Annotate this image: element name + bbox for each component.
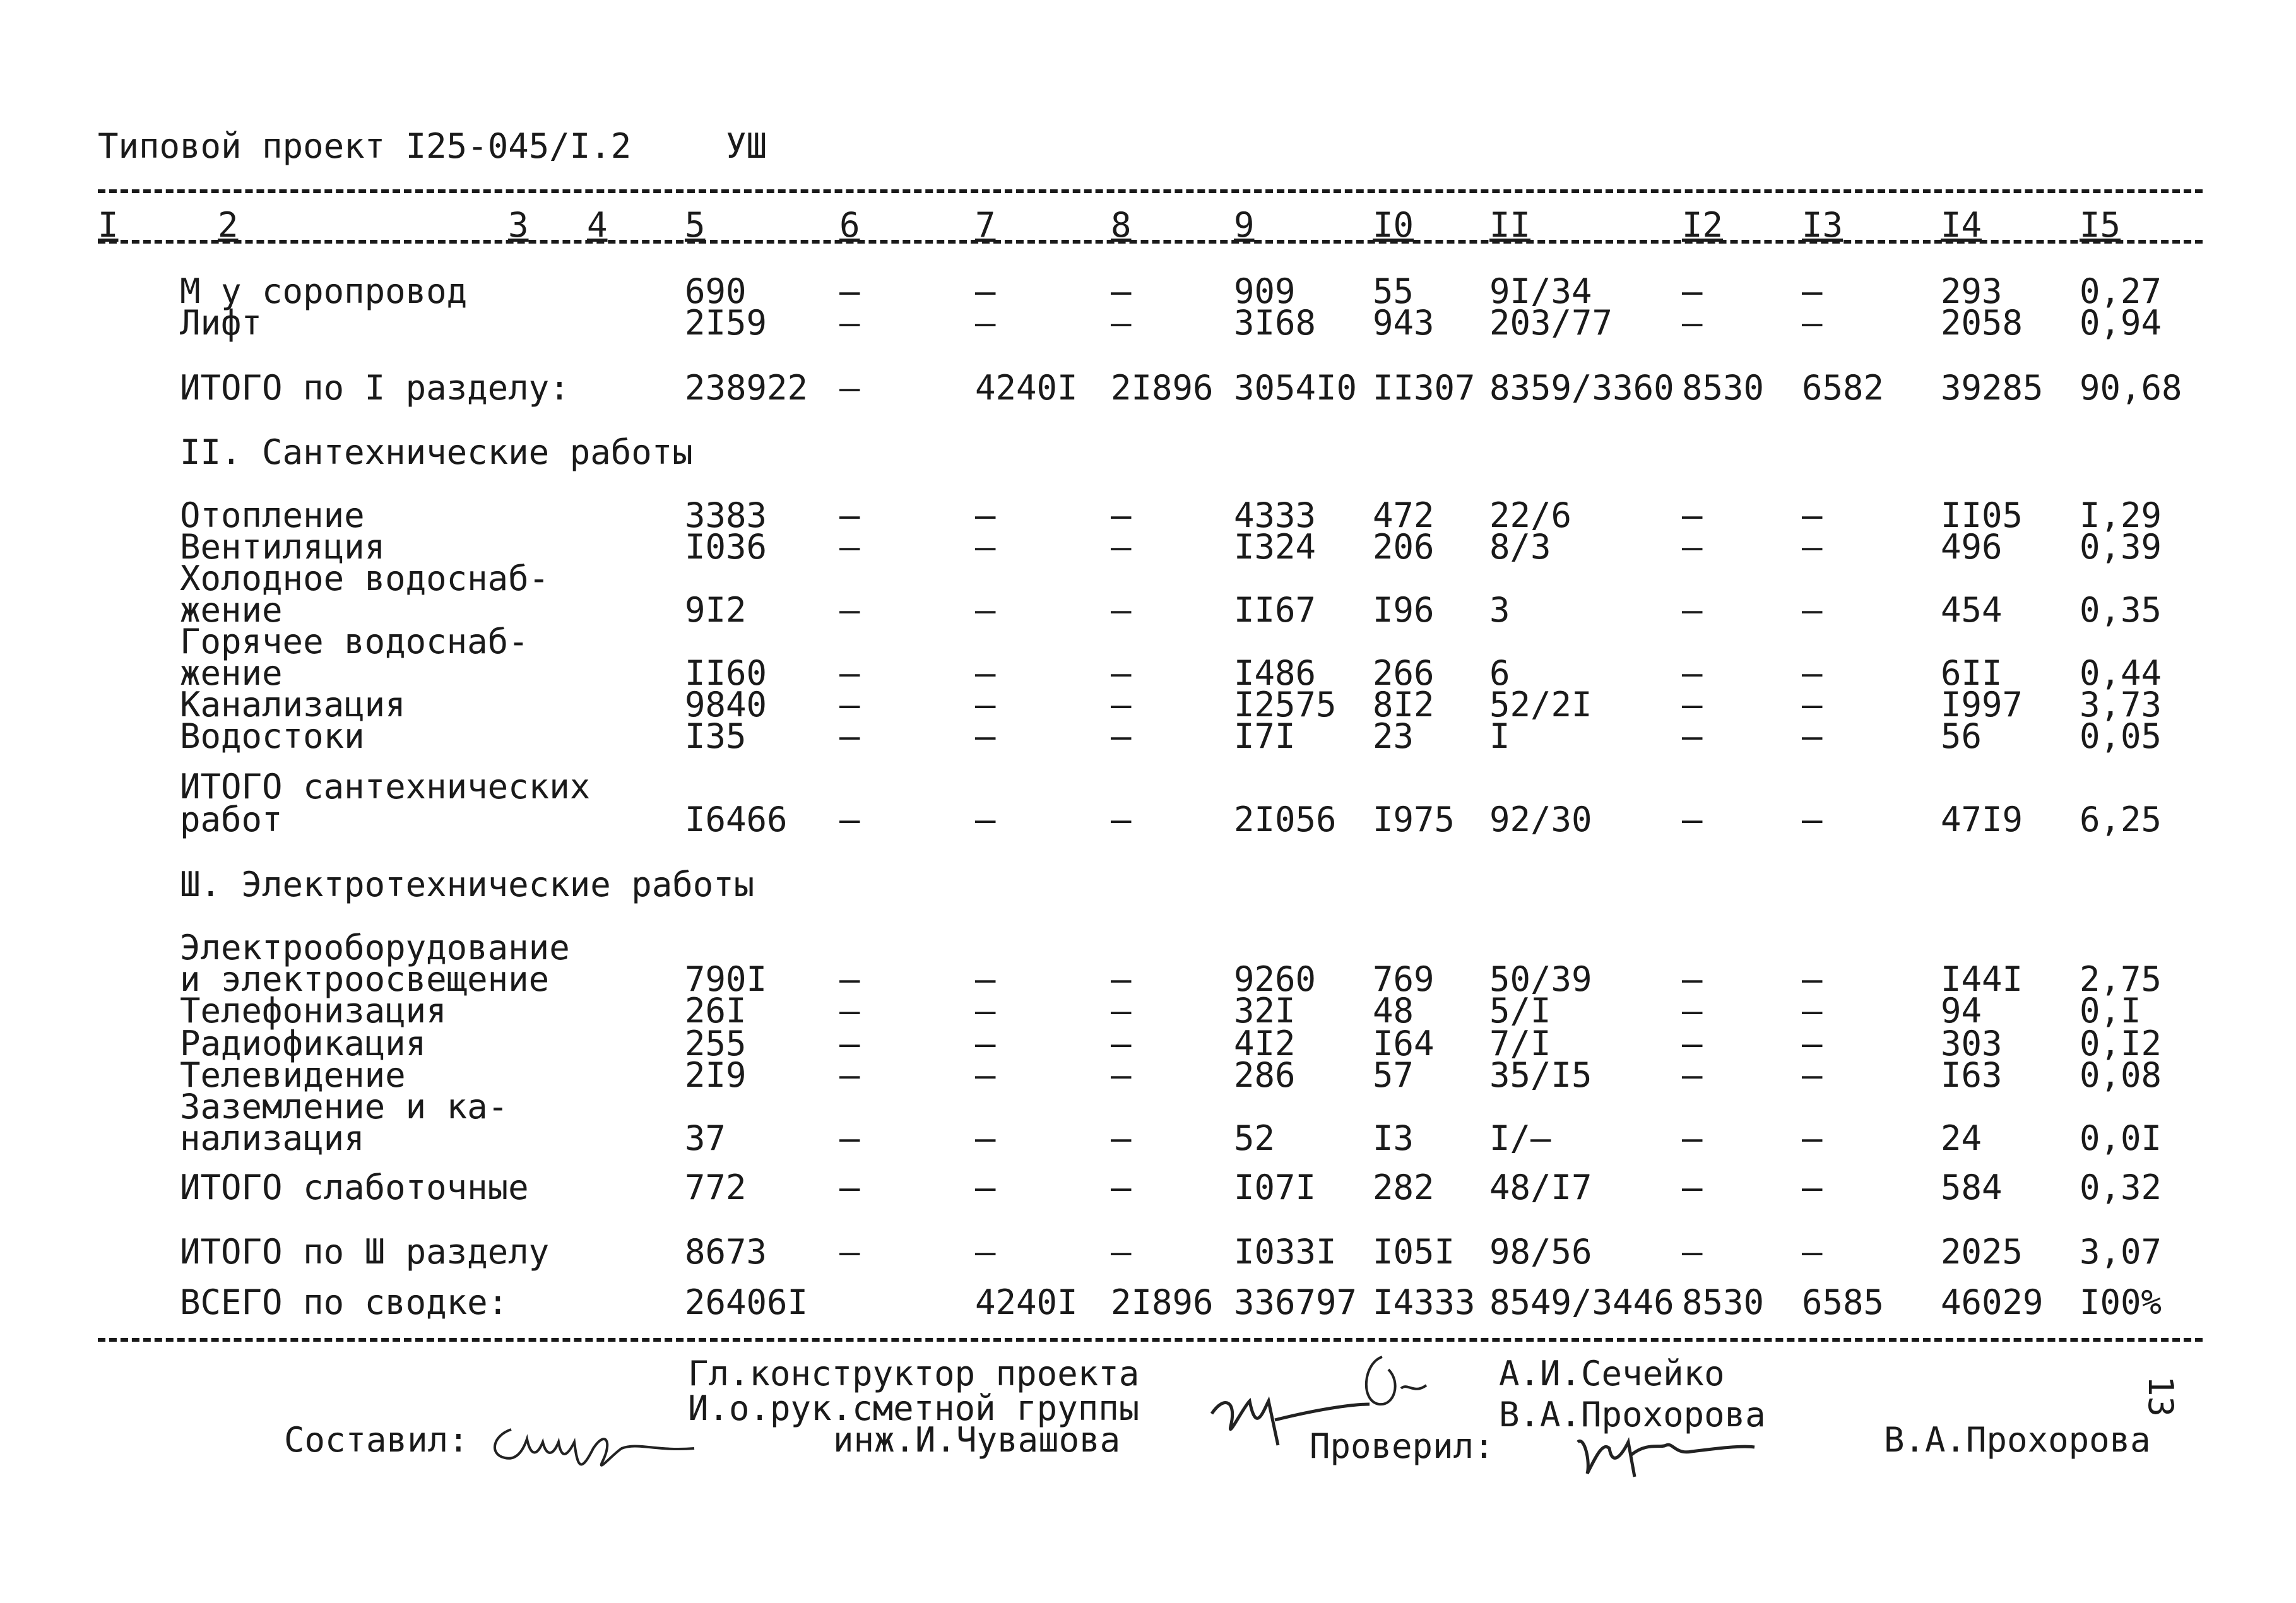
cell-col-14: 39285 (1941, 368, 2044, 408)
cell-col-13: 6585 (1802, 1282, 1885, 1322)
cell-col-14: I63 (1941, 1055, 2003, 1095)
cell-col-9: 4I2 (1234, 1024, 1296, 1063)
cell-col-10: 57 (1373, 1055, 1414, 1095)
cell-col-8: – (1111, 685, 1132, 725)
cell-col-10: 206 (1373, 527, 1435, 567)
cell-col-12: – (1682, 685, 1703, 725)
cell-col-8: – (1111, 590, 1132, 630)
cell-col-15: 0,44 (2080, 653, 2162, 693)
cell-col-15: 0,I2 (2080, 1024, 2162, 1063)
cell-col-6: – (839, 1024, 860, 1063)
cell-col-10: I05I (1373, 1232, 1455, 1272)
cell-col-12: – (1682, 716, 1703, 756)
cell-col-10: 8I2 (1373, 685, 1435, 725)
cell-col-13: – (1802, 991, 1823, 1031)
cell-col-5: 238922 (685, 368, 808, 408)
cell-col-14: 496 (1941, 527, 2003, 567)
cell-col-12: 8530 (1682, 368, 1765, 408)
cell-col-13: – (1802, 303, 1823, 343)
cell-col-15: 90,68 (2080, 368, 2182, 408)
name-sechejko: А.И.Сечейко (1499, 1354, 1725, 1393)
cell-col-6: – (839, 685, 860, 725)
cell-col-7: – (975, 685, 996, 725)
cell-col-6: – (839, 495, 860, 535)
cell-col-12: – (1682, 1232, 1703, 1272)
top-rule (98, 189, 2203, 193)
cell-col-6: – (839, 959, 860, 999)
cell-col-6: – (839, 653, 860, 693)
cell-col-14: 454 (1941, 590, 2003, 630)
cell-col-6: – (839, 716, 860, 756)
cell-col-10: 23 (1373, 716, 1414, 756)
signature-checked (1565, 1417, 1767, 1486)
cell-col-9: 3054I0 (1234, 368, 1358, 408)
cell-col-12: 8530 (1682, 1282, 1765, 1322)
cell-col-7: – (975, 653, 996, 693)
cell-col-15: 0,94 (2080, 303, 2162, 343)
cell-col-14: II05 (1941, 495, 2023, 535)
cell-col-12: – (1682, 653, 1703, 693)
cell-col-9: 336797 (1234, 1282, 1358, 1322)
cell-col-11: 22/6 (1489, 495, 1572, 535)
cell-col-9: I486 (1234, 653, 1317, 693)
column-header-8: 8 (1111, 205, 1132, 245)
cell-col-7: – (975, 1055, 996, 1095)
cell-col-9: I2575 (1234, 685, 1337, 725)
row-label: Водостоки (180, 716, 365, 756)
cell-col-8: – (1111, 959, 1132, 999)
cell-col-14: 46029 (1941, 1282, 2044, 1322)
cell-col-13: – (1802, 653, 1823, 693)
cell-col-14: 24 (1941, 1118, 1982, 1158)
cell-col-11: 7/I (1489, 1024, 1551, 1063)
row-label: Лифт (180, 303, 263, 343)
row-label: Канализация (180, 685, 406, 725)
cell-col-13: – (1802, 959, 1823, 999)
cell-col-5: 3383 (685, 495, 767, 535)
row-label: Заземление и ка- (180, 1087, 509, 1127)
cell-col-13: – (1802, 1118, 1823, 1158)
cell-col-9: 2I056 (1234, 800, 1337, 839)
cell-col-5: I35 (685, 716, 747, 756)
cell-col-9: 3I68 (1234, 303, 1317, 343)
cell-col-14: 94 (1941, 991, 1982, 1031)
cell-col-12: – (1682, 1055, 1703, 1095)
cell-col-6: – (839, 991, 860, 1031)
row-label: Отопление (180, 495, 365, 535)
column-header-2: 2 (218, 205, 239, 245)
cell-col-10: 769 (1373, 959, 1435, 999)
cell-col-9: II67 (1234, 590, 1317, 630)
row-label: II. Сантехнические работы (180, 432, 693, 472)
cell-col-10: 282 (1373, 1168, 1435, 1207)
cell-col-11: 92/30 (1489, 800, 1592, 839)
cell-col-8: – (1111, 1055, 1132, 1095)
row-label: ИТОГО слаботочные (180, 1168, 529, 1207)
cell-col-9: I033I (1234, 1232, 1337, 1272)
cell-col-7: – (975, 495, 996, 535)
cell-col-11: 98/56 (1489, 1232, 1592, 1272)
cell-col-15: 0,39 (2080, 527, 2162, 567)
cell-col-15: 0,I (2080, 991, 2141, 1031)
cell-col-7: – (975, 527, 996, 567)
row-label: жение (180, 653, 283, 693)
cell-col-7: – (975, 959, 996, 999)
row-label: Ш. Электротехнические работы (180, 865, 755, 904)
column-header-15: I5 (2080, 205, 2121, 245)
row-label: нализация (180, 1118, 365, 1158)
cell-col-7: – (975, 1118, 996, 1158)
cell-col-11: 203/77 (1489, 303, 1613, 343)
bottom-rule (98, 1338, 2203, 1342)
cell-col-7: – (975, 1232, 996, 1272)
cell-col-14: 6II (1941, 653, 2003, 693)
composed-label: Составил: (284, 1420, 469, 1460)
cell-col-6: – (839, 368, 860, 408)
cell-col-11: 48/I7 (1489, 1168, 1592, 1207)
cell-col-13: – (1802, 271, 1823, 311)
cell-col-7: – (975, 1024, 996, 1063)
row-label: и электроосвещение (180, 959, 550, 999)
cell-col-12: – (1682, 527, 1703, 567)
cell-col-8: – (1111, 303, 1132, 343)
cell-col-12: – (1682, 1118, 1703, 1158)
cell-col-6: – (839, 800, 860, 839)
cell-col-8: 2I896 (1111, 1282, 1214, 1322)
cell-col-8: – (1111, 1024, 1132, 1063)
cell-col-7: – (975, 590, 996, 630)
cell-col-6: – (839, 1232, 860, 1272)
cell-col-15: 0,0I (2080, 1118, 2162, 1158)
cell-col-12: – (1682, 991, 1703, 1031)
header-rule (98, 240, 2203, 244)
row-label: Радиофикация (180, 1024, 427, 1063)
cell-col-10: 55 (1373, 271, 1414, 311)
cell-col-5: II60 (685, 653, 767, 693)
cell-col-7: – (975, 991, 996, 1031)
column-header-7: 7 (975, 205, 996, 245)
cell-col-5: 255 (685, 1024, 747, 1063)
cell-col-10: I64 (1373, 1024, 1435, 1063)
name-prokhorova-2: В.А.Прохорова (1884, 1420, 2151, 1460)
cell-col-13: – (1802, 800, 1823, 839)
cell-col-12: – (1682, 303, 1703, 343)
cell-col-13: 6582 (1802, 368, 1885, 408)
cell-col-12: – (1682, 495, 1703, 535)
cell-col-11: 5/I (1489, 991, 1551, 1031)
cell-col-9: I324 (1234, 527, 1317, 567)
cell-col-8: – (1111, 495, 1132, 535)
cell-col-7: – (975, 800, 996, 839)
cell-col-6: – (839, 271, 860, 311)
cell-col-14: 293 (1941, 271, 2003, 311)
cell-col-5: 9840 (685, 685, 767, 725)
cell-col-12: – (1682, 1024, 1703, 1063)
cell-col-14: 303 (1941, 1024, 2003, 1063)
cell-col-8: – (1111, 991, 1132, 1031)
cell-col-5: I6466 (685, 800, 788, 839)
cell-col-11: 52/2I (1489, 685, 1592, 725)
cell-col-13: – (1802, 1024, 1823, 1063)
cell-col-11: 8359/3360 (1489, 368, 1674, 408)
cell-col-7: – (975, 303, 996, 343)
page-number: 13 (2141, 1376, 2181, 1417)
cell-col-13: – (1802, 716, 1823, 756)
column-header-4: 4 (587, 205, 608, 245)
cell-col-8: – (1111, 1168, 1132, 1207)
cell-col-7: 4240I (975, 368, 1078, 408)
cell-col-11: 35/I5 (1489, 1055, 1592, 1095)
row-label: М у соропровод (180, 271, 468, 311)
cell-col-7: – (975, 716, 996, 756)
column-header-11: II (1489, 205, 1531, 245)
column-header-6: 6 (839, 205, 860, 245)
cell-col-6: – (839, 527, 860, 567)
cell-col-5: 690 (685, 271, 747, 311)
cell-col-13: – (1802, 527, 1823, 567)
cell-col-14: 2025 (1941, 1232, 2023, 1272)
cell-col-10: 48 (1373, 991, 1414, 1031)
column-header-5: 5 (685, 205, 706, 245)
cell-col-11: I (1489, 716, 1510, 756)
row-label: Телевидение (180, 1055, 406, 1095)
cell-col-6: – (839, 590, 860, 630)
cell-col-12: – (1682, 800, 1703, 839)
cell-col-15: 2,75 (2080, 959, 2162, 999)
cell-col-14: I997 (1941, 685, 2023, 725)
cell-col-9: I7I (1234, 716, 1296, 756)
cell-col-9: 9260 (1234, 959, 1317, 999)
cell-col-15: 0,32 (2080, 1168, 2162, 1207)
cell-col-11: 8/3 (1489, 527, 1551, 567)
cell-col-14: I44I (1941, 959, 2023, 999)
chief-line-1: Гл.конструктор проекта (688, 1354, 1140, 1393)
cell-col-11: I/– (1489, 1118, 1551, 1158)
cell-col-5: 26406I (685, 1282, 808, 1322)
row-label: ИТОГО по I разделу: (180, 368, 570, 408)
cell-col-15: 0,27 (2080, 271, 2162, 311)
cell-col-8: 2I896 (1111, 368, 1214, 408)
cell-col-8: – (1111, 271, 1132, 311)
cell-col-15: 3,73 (2080, 685, 2162, 725)
cell-col-9: 286 (1234, 1055, 1296, 1095)
cell-col-5: 790I (685, 959, 767, 999)
name-prokhorova-1: В.А.Прохорова (1499, 1395, 1766, 1434)
cell-col-9: 32I (1234, 991, 1296, 1031)
document-title: Типовой проект I25-045/I.2 (98, 126, 632, 166)
cell-col-11: 50/39 (1489, 959, 1592, 999)
column-header-12: I2 (1682, 205, 1724, 245)
cell-col-14: 56 (1941, 716, 1982, 756)
checked-label: Проверил: (1310, 1426, 1494, 1466)
cell-col-15: I00% (2080, 1282, 2162, 1322)
cell-col-7: – (975, 271, 996, 311)
cell-col-6: – (839, 1055, 860, 1095)
cell-col-8: – (1111, 527, 1132, 567)
cell-col-12: – (1682, 1168, 1703, 1207)
cell-col-5: 2I59 (685, 303, 767, 343)
cell-col-14: 2058 (1941, 303, 2023, 343)
signature-composed (486, 1404, 713, 1480)
cell-col-15: 0,08 (2080, 1055, 2162, 1095)
cell-col-11: 8549/3446 (1489, 1282, 1674, 1322)
chief-line-2: И.о.рук.сметной группы (688, 1388, 1140, 1428)
cell-col-14: 47I9 (1941, 800, 2023, 839)
row-label: жение (180, 590, 283, 630)
row-label: Вентиляция (180, 527, 386, 567)
row-label: Электрооборудование (180, 928, 570, 967)
cell-col-9: I07I (1234, 1168, 1317, 1207)
row-label: работ (180, 800, 283, 839)
cell-col-13: – (1802, 685, 1823, 725)
cell-col-10: I96 (1373, 590, 1435, 630)
cell-col-6: – (839, 1118, 860, 1158)
row-label: Холодное водоснаб- (180, 559, 550, 598)
row-label: ВСЕГО по сводке: (180, 1282, 509, 1322)
cell-col-5: I036 (685, 527, 767, 567)
cell-col-10: I3 (1373, 1118, 1414, 1158)
cell-col-11: 6 (1489, 653, 1510, 693)
column-header-14: I4 (1941, 205, 1982, 245)
cell-col-13: – (1802, 1055, 1823, 1095)
cell-col-10: II307 (1373, 368, 1476, 408)
cell-col-13: – (1802, 590, 1823, 630)
cell-col-13: – (1802, 1168, 1823, 1207)
row-label: ИТОГО по Ш разделу (180, 1232, 550, 1272)
column-header-3: 3 (508, 205, 529, 245)
cell-col-12: – (1682, 959, 1703, 999)
cell-col-10: I975 (1373, 800, 1455, 839)
row-label: Горячее водоснаб- (180, 622, 529, 661)
cell-col-15: 0,35 (2080, 590, 2162, 630)
cell-col-6: – (839, 303, 860, 343)
cell-col-9: 4333 (1234, 495, 1317, 535)
cell-col-5: 2I9 (685, 1055, 747, 1095)
cell-col-15: 6,25 (2080, 800, 2162, 839)
chief-line-3: инж.И.Чувашова (833, 1420, 1121, 1460)
row-label: ИТОГО сантехнических (180, 767, 591, 807)
cell-col-10: 943 (1373, 303, 1435, 343)
cell-col-8: – (1111, 1232, 1132, 1272)
column-header-9: 9 (1234, 205, 1255, 245)
cell-col-5: 8673 (685, 1232, 767, 1272)
cell-col-13: – (1802, 1232, 1823, 1272)
row-label: Телефонизация (180, 991, 447, 1031)
cell-col-10: 266 (1373, 653, 1435, 693)
cell-col-13: – (1802, 495, 1823, 535)
cell-col-5: 26I (685, 991, 747, 1031)
cell-col-9: 52 (1234, 1118, 1275, 1158)
cell-col-8: – (1111, 716, 1132, 756)
cell-col-5: 772 (685, 1168, 747, 1207)
cell-col-5: 9I2 (685, 590, 747, 630)
cell-col-9: 909 (1234, 271, 1296, 311)
cell-col-11: 9I/34 (1489, 271, 1592, 311)
column-header-13: I3 (1802, 205, 1843, 245)
cell-col-5: 37 (685, 1118, 726, 1158)
column-header-10: I0 (1373, 205, 1414, 245)
cell-col-14: 584 (1941, 1168, 2003, 1207)
cell-col-8: – (1111, 653, 1132, 693)
cell-col-7: 4240I (975, 1282, 1078, 1322)
cell-col-15: 0,05 (2080, 716, 2162, 756)
cell-col-10: 472 (1373, 495, 1435, 535)
cell-col-12: – (1682, 271, 1703, 311)
cell-col-6: – (839, 1168, 860, 1207)
cell-col-11: 3 (1489, 590, 1510, 630)
volume-number: УШ (726, 126, 767, 166)
cell-col-15: I,29 (2080, 495, 2162, 535)
cell-col-12: – (1682, 590, 1703, 630)
column-header-1: I (98, 205, 119, 245)
cell-col-15: 3,07 (2080, 1232, 2162, 1272)
cell-col-8: – (1111, 800, 1132, 839)
cell-col-10: I4333 (1373, 1282, 1476, 1322)
cell-col-8: – (1111, 1118, 1132, 1158)
cell-col-7: – (975, 1168, 996, 1207)
